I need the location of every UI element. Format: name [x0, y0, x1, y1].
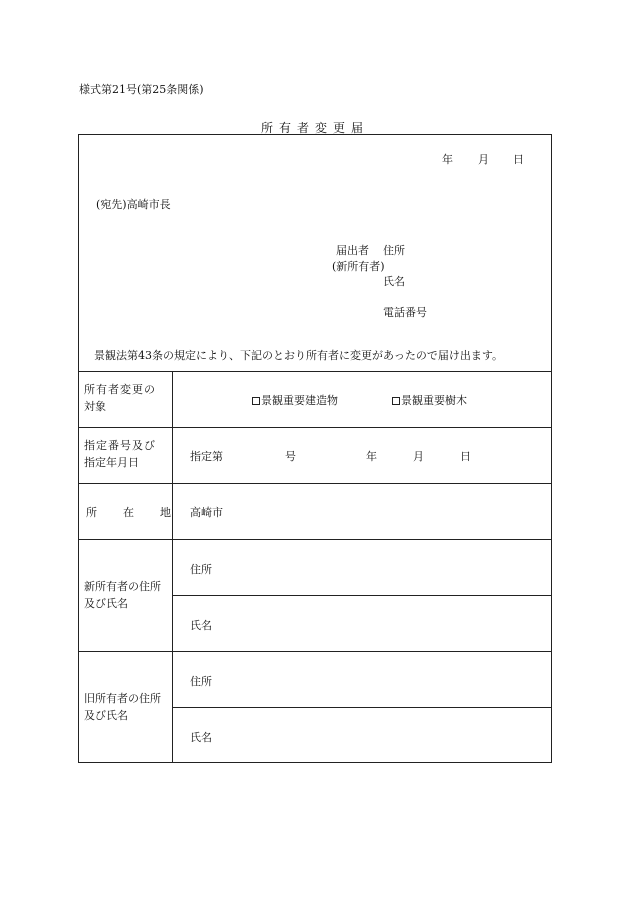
option-building[interactable] — [252, 392, 338, 408]
divider-designation — [79, 483, 551, 484]
form-number: 様式第21号(第25条関係) — [79, 83, 204, 96]
location-value: 高崎市 — [190, 506, 223, 519]
new-owner-label — [84, 578, 170, 612]
old-owner-label-line2: 及び氏名 — [84, 709, 128, 722]
new-owner-label-line2: 及び氏名 — [84, 597, 128, 610]
date-year-label: 年 — [442, 153, 453, 166]
notifier-label: 届出者 — [336, 244, 369, 257]
divider-new-owner-inner — [172, 595, 551, 596]
old-owner-address-label: 住所 — [190, 675, 212, 688]
old-owner-label — [84, 690, 170, 724]
checkbox-tree[interactable] — [392, 397, 400, 405]
notifier-sub-label: (新所有者) — [332, 260, 385, 273]
option-building-label: 景観重要建造物 — [261, 394, 338, 407]
label-column-divider — [172, 371, 173, 762]
statement: 景観法第43条の規定により、下記のとおり所有者に変更があったので届け出ます。 — [94, 349, 504, 362]
target-label-line1: 所有者変更の — [84, 383, 156, 396]
checkbox-building[interactable] — [252, 397, 260, 405]
notifier-phone-label: 電話番号 — [383, 306, 427, 319]
old-owner-name-label: 氏名 — [190, 731, 212, 744]
designation-month: 月 — [413, 450, 424, 463]
notifier-name-label: 氏名 — [383, 275, 405, 288]
date-month-label: 月 — [478, 153, 489, 166]
option-tree[interactable] — [392, 392, 467, 408]
new-owner-address-label: 住所 — [190, 563, 212, 576]
designation-label-line2: 指定年月日 — [84, 456, 139, 469]
date-day-label: 日 — [513, 153, 524, 166]
target-label — [84, 381, 170, 415]
location-label: 所在地 — [86, 506, 197, 519]
designation-number-suffix: 号 — [285, 450, 296, 463]
divider-location — [79, 539, 551, 540]
target-label-line2: 対象 — [84, 400, 106, 413]
addressee: (宛先)高崎市長 — [96, 198, 171, 211]
designation-year: 年 — [366, 450, 377, 463]
option-tree-label: 景観重要樹木 — [401, 394, 467, 407]
divider-old-owner-inner — [172, 707, 551, 708]
designation-prefix: 指定第 — [190, 450, 223, 463]
new-owner-name-label: 氏名 — [190, 619, 212, 632]
notifier-address-label: 住所 — [383, 244, 405, 257]
document-title: 所有者変更届 — [260, 121, 369, 135]
old-owner-label-line1: 旧所有者の住所 — [84, 692, 161, 705]
divider-new-owner — [79, 651, 551, 652]
designation-label-line1: 指定番号及び — [84, 439, 156, 452]
designation-label — [84, 437, 170, 471]
designation-day: 日 — [460, 450, 471, 463]
divider-target — [79, 427, 551, 428]
new-owner-label-line1: 新所有者の住所 — [84, 580, 161, 593]
divider-header — [79, 371, 551, 372]
